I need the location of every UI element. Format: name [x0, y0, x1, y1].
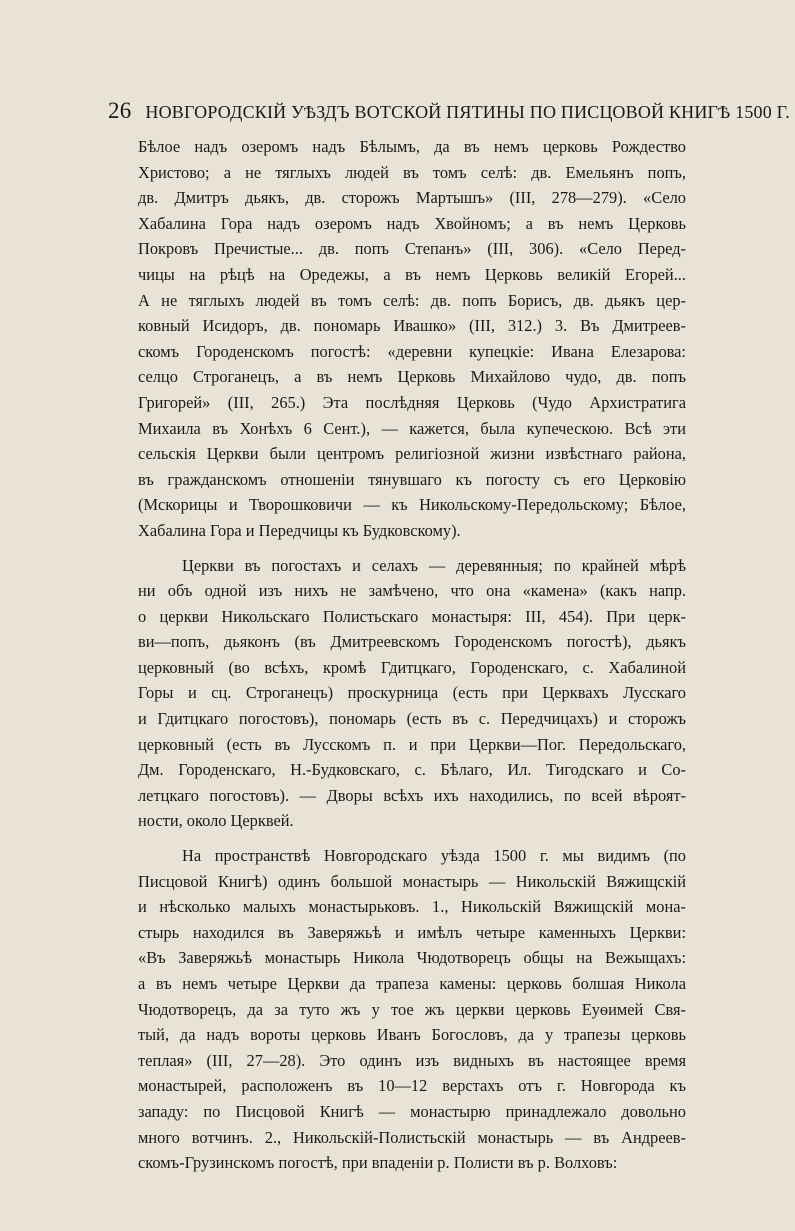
text-line: Покровъ Пречистые... дв. попъ Степанъ» (III, 306). «Село Перед- — [138, 239, 686, 259]
text-line: Писцовой Книгѣ) одинъ большой монастырь — Никольскій Вяжищскій — [138, 871, 686, 891]
text-line: ви—попъ, дьяконъ (въ Дмитреевскомъ Городенскомъ погостѣ), дьякъ — [138, 632, 686, 652]
paragraph-gap — [138, 544, 686, 553]
text-line: Горы и сц. Строганецъ) проскурница (есть при Церквахъ Лусскаго — [138, 683, 686, 703]
text-line: Церкви въ погостахъ и селахъ — деревянныя; по крайней мѣрѣ — [182, 555, 686, 575]
text-line: Христово; а не тяглыхъ людей въ томъ селѣ: дв. Емельянъ попъ, — [138, 162, 686, 182]
text-line: Михаила въ Хонѣхъ 6 Сент.), — кажется, была купеческою. Всѣ эти — [138, 418, 686, 438]
text-line: ковный Исидоръ, дв. пономарь Ивашко» (III, 312.) 3. Въ Дмитреев- — [138, 316, 686, 336]
page-header — [108, 98, 790, 124]
paragraph — [138, 553, 686, 835]
text-line: Бѣлое надъ озеромъ надъ Бѣлымъ, да въ немъ церковь Рождество — [138, 137, 686, 156]
text-line: Григорей» (III, 265.) Эта послѣдняя Церковь (Чудо Архистратига — [138, 392, 686, 412]
text-line: На пространствѣ Новгородскаго уѣзда 1500 г. мы видимъ (по — [182, 846, 686, 866]
text-line: чицы на рѣцѣ на Оредежы, а въ немъ Церковь великій Егорей... — [138, 264, 686, 284]
page-number: 26 — [108, 98, 132, 123]
text-line: а въ немъ четыре Церкви да трапеза камены: церковь болшая Никола — [138, 974, 686, 993]
text-line: (Мскорицы и Творошковичи — къ Никольскому-Передольскому; Бѣлое, — [138, 495, 686, 515]
text-line: церковный (есть въ Лусскомъ п. и при Церкви—Пог. Передольскаго, — [138, 734, 686, 754]
text-line: «Въ Заверяжьѣ монастырь Никола Чюдотворецъ общы на Вежыщахъ: — [138, 948, 686, 968]
text-line: церковный (во всѣхъ, кромѣ Гдитцкаго, Городенскаго, с. Хабалиной — [138, 657, 686, 677]
text-line: Хабалина Гора надъ озеромъ надъ Хвойномъ; а въ немъ Церковь — [138, 213, 686, 233]
paragraph — [138, 843, 686, 1176]
text-line: стырь находился въ Заверяжьѣ и имѣлъ четыре каменныхъ Церкви: — [138, 922, 686, 942]
text-line: ни объ одной изъ нихъ не замѣчено, что она «камена» (какъ напр. — [138, 581, 686, 601]
text-line: въ гражданскомъ отношеніи тянувшаго къ погосту съ его Церковію — [138, 469, 686, 489]
text-line: теплая» (III, 27—28). Это одинъ изъ видныхъ въ настоящее время — [138, 1050, 686, 1070]
body-text — [138, 134, 686, 1176]
text-line: летцкаго погостовъ). — Дворы всѣхъ ихъ находились, по всей вѣроят- — [138, 785, 686, 805]
text-line: тый, да надъ вороты церковь Иванъ Богословъ, да у трапезы церковь — [138, 1025, 686, 1045]
text-line: и нѣсколько малыхъ монастырьковъ. 1., Никольскій Вяжищскій мона- — [138, 897, 686, 917]
text-line: А не тяглыхъ людей въ томъ селѣ: дв. попъ Борисъ, дв. дьякъ цер- — [138, 290, 686, 310]
text-line: селцо Строганецъ, а въ немъ Церковь Михайлово чудо, дв. попъ — [138, 367, 686, 387]
text-line: много вотчинъ. 2., Никольскій-Полистьскій монастырь — въ Андреев- — [138, 1127, 686, 1147]
text-line: о церкви Никольскаго Полистьскаго монастыря: III, 454). При церк- — [138, 606, 686, 626]
text-line: Дм. Городенскаго, Н.-Будковскаго, с. Бѣлаго, Ил. Тигодскаго и Со- — [138, 760, 686, 780]
text-line: Хабалина Гора и Передчицы къ Будковскому). — [138, 520, 461, 540]
text-line: скомъ Городенскомъ погостѣ: «деревни купецкіе: Ивана Елезарова: — [138, 341, 686, 361]
paragraph — [138, 134, 686, 544]
text-line: монастырей, расположенъ въ 10—12 верстахъ отъ г. Новгорода къ — [138, 1076, 686, 1096]
running-title: НОВГОРОДСКІЙ УѢЗДЪ ВОТСКОЙ ПЯТИНЫ ПО ПИСЦОВОЙ КНИГѢ 1500 Г. — [145, 102, 790, 122]
text-line: ности, около Церквей. — [138, 811, 294, 831]
text-line: Чюдотворецъ, да за туто жъ у тое жъ церкви церковь Еуѳимей Свя- — [138, 999, 686, 1019]
text-line: дв. Дмитръ дьякъ, дв. сторожъ Мартышъ» (III, 278—279). «Село — [138, 188, 686, 208]
text-line: сельскія Церкви были центромъ религіозной жизни извѣстнаго района, — [138, 444, 686, 464]
text-line: западу: по Писцовой Книгѣ — монастырю принадлежало довольно — [138, 1101, 686, 1121]
text-line: и Гдитцкаго погостовъ), пономарь (есть въ с. Передчицахъ) и сторожъ — [138, 709, 686, 729]
text-line: скомъ-Грузинскомъ погостѣ, при впаденіи р. Полисти въ р. Волховъ: — [138, 1153, 618, 1173]
paragraph-gap — [138, 834, 686, 843]
